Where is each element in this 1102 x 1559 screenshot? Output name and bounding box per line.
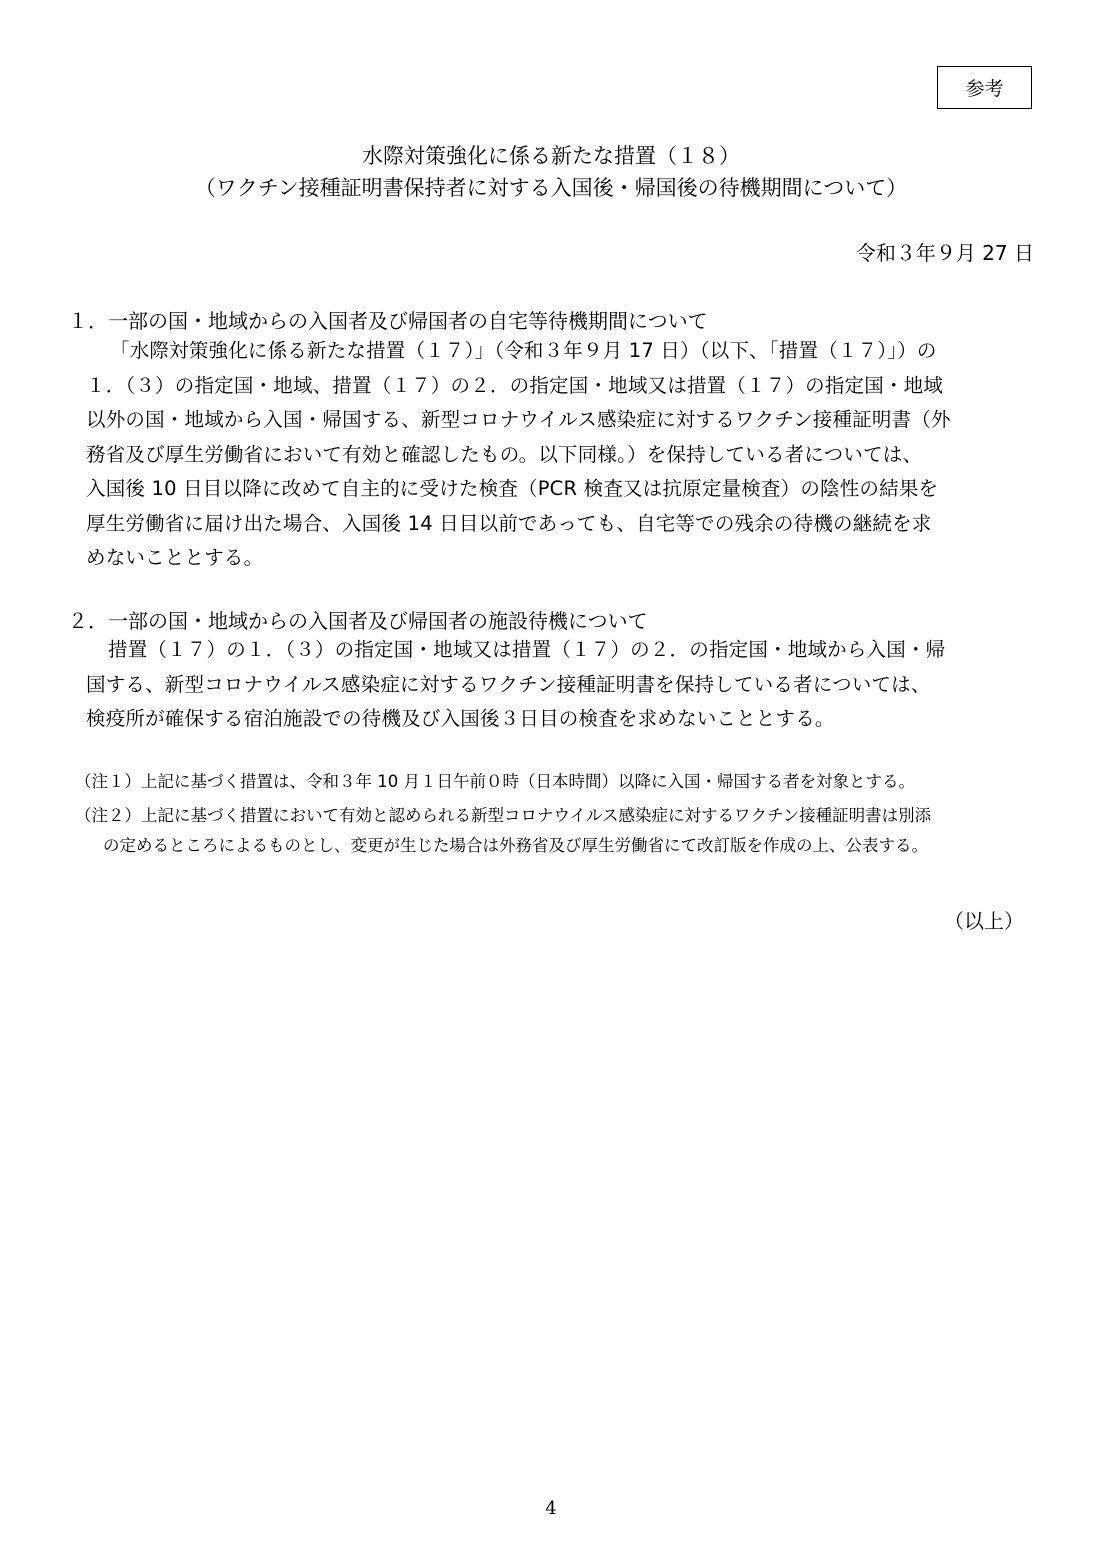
section-1-line: １．（３）の指定国・地域、措置（１７）の２．の指定国・地域又は措置（１７）の指定国・地域 [86, 373, 944, 397]
section-1-line: 入国後 10 日目以降に改めて自主的に受けた検査（PCR 検査又は抗原定量検査）の陰性の結果を [86, 477, 939, 500]
reference-tag-label: 参考 [965, 78, 1004, 100]
section-1-heading: １．一部の国・地域からの入国者及び帰国者の自宅等待機期間について [68, 309, 708, 333]
section-2-heading: ２．一部の国・地域からの入国者及び帰国者の施設待機について [68, 609, 648, 633]
note-1 [75, 767, 1037, 797]
document-title: 水際対策強化に係る新たな措置（１８） [362, 144, 740, 168]
section-2-line: 措置（１７）の１．（３）の指定国・地域又は措置（１７）の２．の指定国・地域から入国・帰 [108, 638, 946, 661]
section-1-line: 「水際対策強化に係る新たな措置（１７）」（令和３年９月 17 日）（以下、「措置（１７）」）の [110, 339, 937, 362]
section-2-line: 検疫所が確保する宿泊施設での待機及び入国後３日目の検査を求めないこととする。 [86, 707, 835, 730]
section-1-line: 務省及び厚生労働省において有効と確認したもの。以下同様。）を保持している者については、 [86, 442, 923, 466]
document-subtitle: （ワクチン接種証明書保持者に対する入国後・帰国後の待機期間について） [194, 176, 908, 200]
document-date: 令和３年９月 27 日 [855, 241, 1034, 265]
note-1-line: （注１）上記に基づく措置は、令和３年 10 月１日午前０時（日本時間）以降に入国・帰国する者を対象とする。 [75, 772, 915, 791]
note-2 [75, 801, 1037, 861]
section-2-line: 国する、新型コロナウイルス感染症に対するワクチン接種証明書を保持している者については、 [86, 672, 931, 696]
section-1-body [86, 334, 1036, 576]
section-1-line: 以外の国・地域から入国・帰国する、新型コロナウイルス感染症に対するワクチン接種証明書（外 [86, 408, 951, 431]
section-2-body [86, 633, 1036, 737]
section-1-line: 厚生労働省に届け出た場合、入国後 14 日目以前であっても、自宅等での残余の待機の継続を求 [86, 511, 932, 535]
section-1-line: めないこととする。 [86, 546, 264, 569]
reference-tag [937, 66, 1032, 109]
closing-mark: （以上） [944, 909, 1024, 933]
note-2-line: の定めるところによるものとし、変更が生じた場合は外務省及び厚生労働省にて改訂版を作成の上、公表する。 [103, 836, 928, 855]
note-2-line: （注２）上記に基づく措置において有効と認められる新型コロナウイルス感染症に対するワクチン接種証明書は別添 [75, 806, 932, 825]
page-number: 4 [545, 1498, 557, 1519]
